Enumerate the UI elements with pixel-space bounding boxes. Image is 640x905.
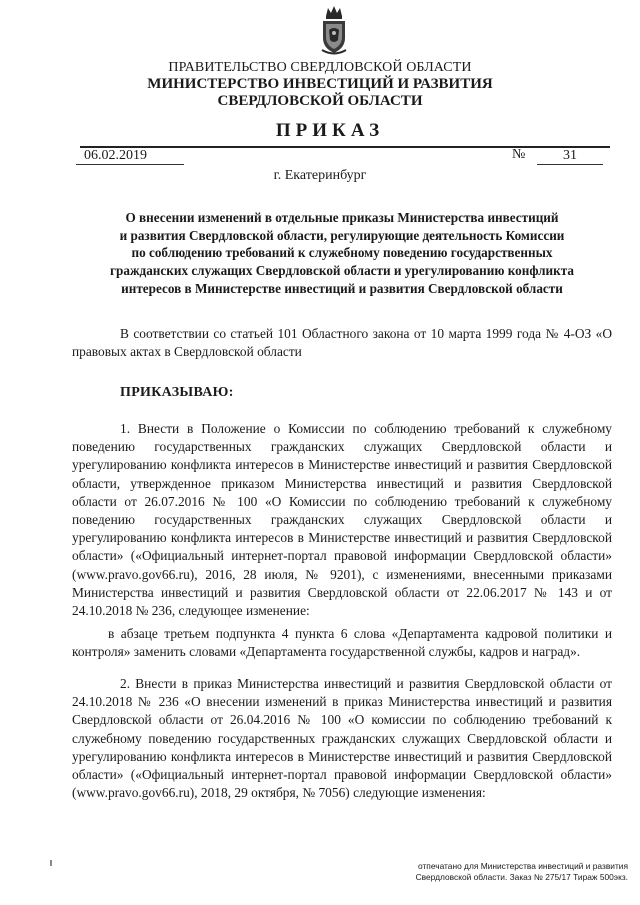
order-word: ПРИКАЗЫВАЮ: [120, 385, 234, 400]
ministry-name-line2: СВЕРДЛОВСКОЙ ОБЛАСТИ [217, 93, 423, 109]
order-city: г. Екатеринбург [273, 168, 367, 183]
preamble-paragraph: В соответствии со статьей 101 Областного закона от 10 марта 1999 года № 4-ОЗ «О правовых актах в Свердловской области [72, 326, 612, 360]
item-1-sub-paragraph: в абзаце третьем подпункта 4 пункта 6 слова «Департамента кадровой политики и контроля» заменить словами «Департамента государственной службы, кадров и наград». [72, 626, 612, 660]
document-type-title: ПРИКАЗ [275, 120, 385, 141]
subject-line: по соблюдению требований к служебному поведению государственных [131, 245, 553, 261]
order-number: 31 [537, 148, 603, 165]
subject-line: О внесении изменений в отдельные приказы Министерства инвестиций [125, 210, 559, 225]
subject-line: и развития Свердловской области, регулирующие деятельность Комиссии [119, 227, 565, 243]
print-footnote [396, 861, 628, 883]
subject-line: интересов в Министерстве инвестиций и развития Свердловской области [121, 280, 563, 296]
preamble-block [72, 325, 612, 361]
footnote-line: Свердловской области. Заказ № 275/17 Тираж 500экз. [415, 872, 628, 882]
ministry-name-line1: МИНИСТЕРСТВО ИНВЕСТИЦИЙ И РАЗВИТИЯ [147, 76, 493, 92]
coat-of-arms-icon [319, 4, 349, 56]
government-name: ПРАВИТЕЛЬСТВО СВЕРДЛОВСКОЙ ОБЛАСТИ [168, 60, 472, 75]
item-1-paragraph: 1. Внести в Положение о Комиссии по соблюдению требований к служебному поведению государственных гражданских служащих Свердловской области и урегулированию конфликта интересов в Министерстве инвестиций и развития Свердловской области, утвержденное приказом Министерства инвестиций и развития Свердловской области от 26.07.2016 № 100 «О Комиссии по соблюдению требований к служебному поведению государственных гражданских служащих Свердловской области и урегулированию конфликта интересов в Министерстве инвестиций и развития Свердловской области» («Официальный интернет-портал правовой информации Свердловской области» (www.pravo.gov66.ru), 2016, 28 июля, № 9201), с изменениями, внесенными приказами Министерства инвестиций и развития Свердловской области от 22.06.2017 № 143 и от 24.10.2018 № 236, следующее изменение: [72, 421, 612, 619]
footnote-line: отпечатано для Министерства инвестиций и развития [417, 861, 628, 871]
item-2-paragraph: 2. Внести в приказ Министерства инвестиций и развития Свердловской области от 24.10.2018 № 236 «О внесении изменений в приказ Министерства инвестиций и развития Свердловской области от 26.04.2016 № 100 «О комиссии по соблюдению требований к служебному поведению государственных гражданских служащих Свердловской области и урегулированию конфликта интересов в Министерстве инвестиций и развития Свердловской области» («Официальный интернет-портал правовой информации Свердловской области» (www.pravo.gov66.ru), 2018, 29 октября, № 7056) следующие изменения: [72, 676, 612, 801]
order-date: 06.02.2019 [76, 148, 184, 165]
item-1-sub-block [72, 625, 612, 661]
order-subject [72, 209, 612, 298]
margin-mark [50, 860, 52, 866]
item-2-block [72, 675, 612, 802]
subject-line: гражданских служащих Свердловской области и урегулированию конфликта [110, 263, 574, 279]
item-1-block [72, 420, 612, 620]
order-number-label: № [512, 147, 526, 162]
